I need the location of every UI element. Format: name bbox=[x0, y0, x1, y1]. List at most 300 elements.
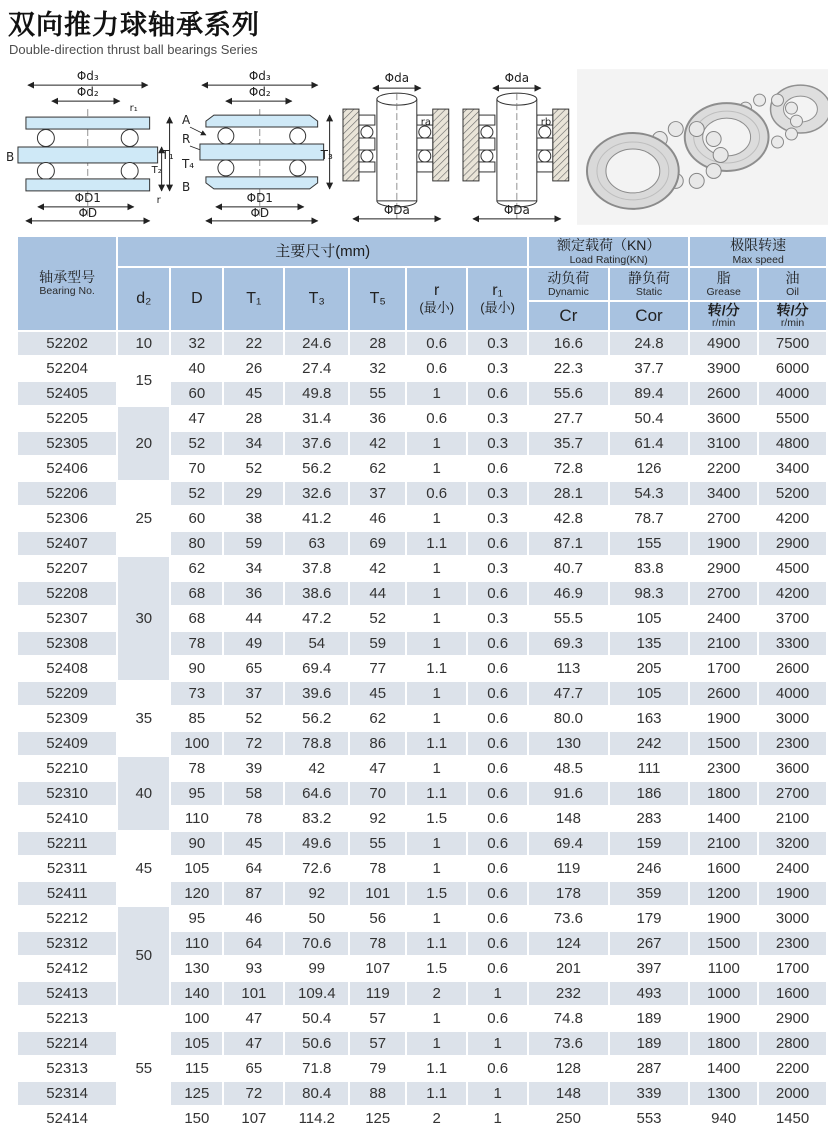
d2-group-cell: 25 bbox=[118, 482, 169, 555]
col-header-oil-rpm: 转/分 r/min bbox=[759, 302, 826, 330]
value-cell: 42 bbox=[285, 757, 348, 780]
value-cell: 119 bbox=[529, 857, 608, 880]
value-cell: 1700 bbox=[759, 957, 826, 980]
value-cell: 110 bbox=[171, 807, 222, 830]
value-cell: 35.7 bbox=[529, 432, 608, 455]
value-cell: 72 bbox=[224, 1082, 283, 1105]
value-cell: 150 bbox=[171, 1107, 222, 1130]
dim-label: ΦDa bbox=[384, 202, 411, 217]
value-cell: 2600 bbox=[690, 382, 757, 405]
value-cell: 22 bbox=[224, 332, 283, 355]
value-cell: 111 bbox=[610, 757, 689, 780]
value-cell: 5500 bbox=[759, 407, 826, 430]
value-cell: 2100 bbox=[759, 807, 826, 830]
value-cell: 246 bbox=[610, 857, 689, 880]
value-cell: 1.5 bbox=[407, 882, 466, 905]
value-cell: 105 bbox=[610, 607, 689, 630]
value-cell: 78 bbox=[171, 757, 222, 780]
value-cell: 55 bbox=[350, 382, 405, 405]
value-cell: 1200 bbox=[690, 882, 757, 905]
bearing-no-cell: 52314 bbox=[18, 1082, 116, 1105]
value-cell: 2700 bbox=[759, 782, 826, 805]
value-cell: 55.5 bbox=[529, 607, 608, 630]
value-cell: 63 bbox=[285, 532, 348, 555]
bearing-no-cell: 52312 bbox=[18, 932, 116, 955]
value-cell: 120 bbox=[171, 882, 222, 905]
value-cell: 27.4 bbox=[285, 357, 348, 380]
value-cell: 3400 bbox=[759, 457, 826, 480]
value-cell: 68 bbox=[171, 607, 222, 630]
value-cell: 2 bbox=[407, 1107, 466, 1130]
bearing-no-cell: 52409 bbox=[18, 732, 116, 755]
col-header-cor: Cor bbox=[610, 302, 689, 330]
value-cell: 57 bbox=[350, 1007, 405, 1030]
value-cell: 3200 bbox=[759, 832, 826, 855]
value-cell: 201 bbox=[529, 957, 608, 980]
value-cell: 105 bbox=[171, 1032, 222, 1055]
value-cell: 46.9 bbox=[529, 582, 608, 605]
bearing-no-cell: 52308 bbox=[18, 632, 116, 655]
col-header-bearing-zh: 轴承型号 bbox=[39, 268, 96, 285]
value-cell: 90 bbox=[171, 832, 222, 855]
value-cell: 68 bbox=[171, 582, 222, 605]
dim-label: rb bbox=[540, 117, 552, 129]
value-cell: 101 bbox=[224, 982, 283, 1005]
value-cell: 65 bbox=[224, 1057, 283, 1080]
value-cell: 4800 bbox=[759, 432, 826, 455]
col-header-T5: T₅ bbox=[350, 268, 405, 330]
value-cell: 232 bbox=[529, 982, 608, 1005]
bearing-no-cell: 52307 bbox=[18, 607, 116, 630]
value-cell: 37.6 bbox=[285, 432, 348, 455]
value-cell: 78 bbox=[350, 857, 405, 880]
value-cell: 1 bbox=[468, 1107, 527, 1130]
bearing-no-cell: 52406 bbox=[18, 457, 116, 480]
value-cell: 28.1 bbox=[529, 482, 608, 505]
value-cell: 130 bbox=[171, 957, 222, 980]
value-cell: 72.8 bbox=[529, 457, 608, 480]
dim-label: B bbox=[181, 179, 190, 194]
value-cell: 92 bbox=[285, 882, 348, 905]
value-cell: 22.3 bbox=[529, 357, 608, 380]
value-cell: 0.3 bbox=[468, 482, 527, 505]
value-cell: 47 bbox=[171, 407, 222, 430]
value-cell: 49.6 bbox=[285, 832, 348, 855]
value-cell: 205 bbox=[610, 657, 689, 680]
value-cell: 80.0 bbox=[529, 707, 608, 730]
table-row bbox=[18, 757, 826, 780]
value-cell: 16.6 bbox=[529, 332, 608, 355]
dim-label: R bbox=[181, 132, 190, 147]
value-cell: 126 bbox=[610, 457, 689, 480]
dim-label: Φda bbox=[504, 71, 529, 86]
value-cell: 69.3 bbox=[529, 632, 608, 655]
value-cell: 50.6 bbox=[285, 1032, 348, 1055]
table-row bbox=[18, 907, 826, 930]
value-cell: 38 bbox=[224, 507, 283, 530]
value-cell: 92 bbox=[350, 807, 405, 830]
value-cell: 4000 bbox=[759, 682, 826, 705]
value-cell: 1100 bbox=[690, 957, 757, 980]
value-cell: 31.4 bbox=[285, 407, 348, 430]
value-cell: 0.6 bbox=[468, 882, 527, 905]
value-cell: 105 bbox=[610, 682, 689, 705]
value-cell: 0.6 bbox=[468, 957, 527, 980]
value-cell: 1 bbox=[407, 857, 466, 880]
value-cell: 3600 bbox=[759, 757, 826, 780]
value-cell: 45 bbox=[224, 382, 283, 405]
value-cell: 3400 bbox=[690, 482, 757, 505]
d2-group-cell: 40 bbox=[118, 757, 169, 830]
bearing-no-cell: 52208 bbox=[18, 582, 116, 605]
value-cell: 0.6 bbox=[468, 657, 527, 680]
value-cell: 1900 bbox=[690, 907, 757, 930]
value-cell: 0.6 bbox=[468, 857, 527, 880]
value-cell: 2100 bbox=[690, 832, 757, 855]
value-cell: 3100 bbox=[690, 432, 757, 455]
value-cell: 1500 bbox=[690, 732, 757, 755]
value-cell: 1600 bbox=[690, 857, 757, 880]
value-cell: 72.6 bbox=[285, 857, 348, 880]
value-cell: 50.4 bbox=[610, 407, 689, 430]
value-cell: 2000 bbox=[759, 1082, 826, 1105]
value-cell: 78.8 bbox=[285, 732, 348, 755]
value-cell: 283 bbox=[610, 807, 689, 830]
value-cell: 1 bbox=[407, 457, 466, 480]
table-row bbox=[18, 332, 826, 355]
value-cell: 0.3 bbox=[468, 432, 527, 455]
value-cell: 37.8 bbox=[285, 557, 348, 580]
value-cell: 1 bbox=[468, 1082, 527, 1105]
value-cell: 1300 bbox=[690, 1082, 757, 1105]
value-cell: 0.6 bbox=[468, 457, 527, 480]
bearing-no-cell: 52209 bbox=[18, 682, 116, 705]
value-cell: 79 bbox=[350, 1057, 405, 1080]
value-cell: 44 bbox=[350, 582, 405, 605]
value-cell: 1 bbox=[468, 1032, 527, 1055]
value-cell: 2700 bbox=[690, 582, 757, 605]
value-cell: 113 bbox=[529, 657, 608, 680]
value-cell: 1900 bbox=[690, 1007, 757, 1030]
value-cell: 2600 bbox=[690, 682, 757, 705]
value-cell: 1700 bbox=[690, 657, 757, 680]
dim-label: r bbox=[156, 194, 161, 206]
bearing-no-cell: 52204 bbox=[18, 357, 116, 380]
value-cell: 1 bbox=[407, 707, 466, 730]
value-cell: 2 bbox=[407, 982, 466, 1005]
value-cell: 47.7 bbox=[529, 682, 608, 705]
value-cell: 61.4 bbox=[610, 432, 689, 455]
dim-label: ΦDa bbox=[503, 202, 530, 217]
value-cell: 4900 bbox=[690, 332, 757, 355]
value-cell: 1 bbox=[407, 557, 466, 580]
table-row bbox=[18, 482, 826, 505]
value-cell: 47.2 bbox=[285, 607, 348, 630]
value-cell: 1.1 bbox=[407, 1057, 466, 1080]
value-cell: 64 bbox=[224, 857, 283, 880]
bearing-no-cell: 52414 bbox=[18, 1107, 116, 1130]
value-cell: 95 bbox=[171, 907, 222, 930]
value-cell: 130 bbox=[529, 732, 608, 755]
group-header-load-rating: 额定载荷（KN） Load Rating(KN) bbox=[529, 237, 688, 266]
value-cell: 0.6 bbox=[468, 1007, 527, 1030]
value-cell: 2200 bbox=[759, 1057, 826, 1080]
group-header-dimensions: 主要尺寸(mm) bbox=[118, 237, 527, 266]
value-cell: 0.6 bbox=[468, 707, 527, 730]
bearing-no-cell: 52202 bbox=[18, 332, 116, 355]
value-cell: 37 bbox=[224, 682, 283, 705]
value-cell: 26 bbox=[224, 357, 283, 380]
value-cell: 36 bbox=[350, 407, 405, 430]
value-cell: 100 bbox=[171, 1007, 222, 1030]
value-cell: 1800 bbox=[690, 1032, 757, 1055]
value-cell: 39.6 bbox=[285, 682, 348, 705]
value-cell: 62 bbox=[171, 557, 222, 580]
value-cell: 3900 bbox=[690, 357, 757, 380]
bearing-no-cell: 52405 bbox=[18, 382, 116, 405]
bearing-no-cell: 52210 bbox=[18, 757, 116, 780]
col-header-cr: Cr bbox=[529, 302, 608, 330]
value-cell: 89.4 bbox=[610, 382, 689, 405]
dim-label: ΦD1 bbox=[246, 190, 273, 205]
table-body bbox=[18, 332, 826, 1130]
value-cell: 2800 bbox=[759, 1032, 826, 1055]
value-cell: 70 bbox=[171, 457, 222, 480]
bearing-no-cell: 52411 bbox=[18, 882, 116, 905]
page-subtitle: Double-direction thrust ball bearings Series bbox=[9, 42, 258, 58]
value-cell: 242 bbox=[610, 732, 689, 755]
value-cell: 52 bbox=[171, 432, 222, 455]
dim-label: ΦD1 bbox=[74, 190, 101, 205]
value-cell: 47 bbox=[350, 757, 405, 780]
value-cell: 0.3 bbox=[468, 407, 527, 430]
value-cell: 1 bbox=[407, 432, 466, 455]
value-cell: 1000 bbox=[690, 982, 757, 1005]
col-header-bearing-no bbox=[18, 237, 116, 330]
value-cell: 46 bbox=[224, 907, 283, 930]
value-cell: 73.6 bbox=[529, 907, 608, 930]
value-cell: 1.1 bbox=[407, 932, 466, 955]
dim-label: T₃ bbox=[320, 148, 333, 163]
value-cell: 250 bbox=[529, 1107, 608, 1130]
d2-group-cell: 30 bbox=[118, 557, 169, 680]
value-cell: 125 bbox=[171, 1082, 222, 1105]
bearing-no-cell: 52211 bbox=[18, 832, 116, 855]
value-cell: 27.7 bbox=[529, 407, 608, 430]
value-cell: 69 bbox=[350, 532, 405, 555]
value-cell: 57 bbox=[350, 1032, 405, 1055]
value-cell: 41.2 bbox=[285, 507, 348, 530]
value-cell: 65 bbox=[224, 657, 283, 680]
value-cell: 1 bbox=[407, 507, 466, 530]
bearing-no-cell: 52310 bbox=[18, 782, 116, 805]
value-cell: 3000 bbox=[759, 707, 826, 730]
bearing-no-cell: 52311 bbox=[18, 857, 116, 880]
value-cell: 95 bbox=[171, 782, 222, 805]
value-cell: 72 bbox=[224, 732, 283, 755]
value-cell: 24.8 bbox=[610, 332, 689, 355]
value-cell: 0.6 bbox=[468, 732, 527, 755]
d2-group-cell: 45 bbox=[118, 832, 169, 905]
value-cell: 1 bbox=[407, 682, 466, 705]
value-cell: 115 bbox=[171, 1057, 222, 1080]
value-cell: 0.6 bbox=[468, 757, 527, 780]
d2-group-cell: 50 bbox=[118, 907, 169, 1005]
value-cell: 40.7 bbox=[529, 557, 608, 580]
value-cell: 1 bbox=[407, 1007, 466, 1030]
value-cell: 85 bbox=[171, 707, 222, 730]
bearing-no-cell: 52410 bbox=[18, 807, 116, 830]
dim-label: ra bbox=[420, 117, 432, 129]
value-cell: 36 bbox=[224, 582, 283, 605]
value-cell: 4200 bbox=[759, 582, 826, 605]
bearing-no-cell: 52412 bbox=[18, 957, 116, 980]
value-cell: 52 bbox=[224, 457, 283, 480]
dim-label: Φd₂ bbox=[76, 85, 99, 100]
value-cell: 78 bbox=[224, 807, 283, 830]
value-cell: 32.6 bbox=[285, 482, 348, 505]
value-cell: 62 bbox=[350, 457, 405, 480]
value-cell: 3600 bbox=[690, 407, 757, 430]
value-cell: 159 bbox=[610, 832, 689, 855]
value-cell: 46 bbox=[350, 507, 405, 530]
value-cell: 56.2 bbox=[285, 707, 348, 730]
value-cell: 128 bbox=[529, 1057, 608, 1080]
value-cell: 70 bbox=[350, 782, 405, 805]
value-cell: 3700 bbox=[759, 607, 826, 630]
bearing-no-cell: 52207 bbox=[18, 557, 116, 580]
value-cell: 37 bbox=[350, 482, 405, 505]
value-cell: 44 bbox=[224, 607, 283, 630]
value-cell: 267 bbox=[610, 932, 689, 955]
col-header-r1: r₁ (最小) bbox=[468, 268, 527, 330]
value-cell: 32 bbox=[350, 357, 405, 380]
value-cell: 119 bbox=[350, 982, 405, 1005]
value-cell: 45 bbox=[350, 682, 405, 705]
value-cell: 50 bbox=[285, 907, 348, 930]
value-cell: 52 bbox=[350, 607, 405, 630]
bearing-section-diagram-1 bbox=[2, 69, 174, 225]
col-header-dynamic: 动负荷 Dynamic bbox=[529, 268, 608, 300]
value-cell: 1.1 bbox=[407, 732, 466, 755]
d2-group-cell: 35 bbox=[118, 682, 169, 755]
value-cell: 60 bbox=[171, 382, 222, 405]
value-cell: 78 bbox=[171, 632, 222, 655]
value-cell: 1 bbox=[407, 607, 466, 630]
value-cell: 88 bbox=[350, 1082, 405, 1105]
value-cell: 0.3 bbox=[468, 357, 527, 380]
value-cell: 0.6 bbox=[468, 807, 527, 830]
col-header-static: 静负荷 Static bbox=[610, 268, 689, 300]
value-cell: 148 bbox=[529, 1082, 608, 1105]
value-cell: 1500 bbox=[690, 932, 757, 955]
value-cell: 58 bbox=[224, 782, 283, 805]
value-cell: 0.6 bbox=[468, 582, 527, 605]
value-cell: 189 bbox=[610, 1007, 689, 1030]
dim-label: T₄ bbox=[181, 156, 194, 171]
dim-label: Φd₃ bbox=[248, 69, 271, 84]
value-cell: 1800 bbox=[690, 782, 757, 805]
value-cell: 148 bbox=[529, 807, 608, 830]
d2-group-cell: 10 bbox=[118, 332, 169, 355]
value-cell: 52 bbox=[224, 707, 283, 730]
dim-label: A bbox=[181, 113, 190, 128]
value-cell: 1 bbox=[407, 907, 466, 930]
dim-label: Φda bbox=[384, 71, 410, 86]
value-cell: 45 bbox=[224, 832, 283, 855]
value-cell: 0.6 bbox=[407, 332, 466, 355]
value-cell: 34 bbox=[224, 557, 283, 580]
value-cell: 0.6 bbox=[468, 932, 527, 955]
value-cell: 1 bbox=[407, 832, 466, 855]
value-cell: 189 bbox=[610, 1032, 689, 1055]
dim-label: r₁ bbox=[129, 103, 138, 115]
col-header-grease-rpm: 转/分 r/min bbox=[690, 302, 757, 330]
value-cell: 2700 bbox=[690, 507, 757, 530]
bearing-no-cell: 52212 bbox=[18, 907, 116, 930]
bearing-no-cell: 52214 bbox=[18, 1032, 116, 1055]
value-cell: 125 bbox=[350, 1107, 405, 1130]
value-cell: 1600 bbox=[759, 982, 826, 1005]
figure-strip bbox=[2, 69, 828, 227]
value-cell: 1450 bbox=[759, 1107, 826, 1130]
value-cell: 2300 bbox=[759, 932, 826, 955]
value-cell: 179 bbox=[610, 907, 689, 930]
value-cell: 100 bbox=[171, 732, 222, 755]
value-cell: 1.5 bbox=[407, 807, 466, 830]
value-cell: 99 bbox=[285, 957, 348, 980]
dim-label: ΦD bbox=[250, 205, 269, 220]
bearing-no-cell: 52206 bbox=[18, 482, 116, 505]
value-cell: 178 bbox=[529, 882, 608, 905]
value-cell: 87 bbox=[224, 882, 283, 905]
value-cell: 163 bbox=[610, 707, 689, 730]
value-cell: 140 bbox=[171, 982, 222, 1005]
bearing-no-cell: 52205 bbox=[18, 407, 116, 430]
value-cell: 2200 bbox=[690, 457, 757, 480]
value-cell: 359 bbox=[610, 882, 689, 905]
value-cell: 56.2 bbox=[285, 457, 348, 480]
page-header bbox=[0, 10, 830, 57]
col-header-D: D bbox=[171, 268, 222, 330]
value-cell: 60 bbox=[171, 507, 222, 530]
value-cell: 1 bbox=[407, 632, 466, 655]
bearing-no-cell: 52309 bbox=[18, 707, 116, 730]
value-cell: 56 bbox=[350, 907, 405, 930]
value-cell: 49 bbox=[224, 632, 283, 655]
table-row bbox=[18, 557, 826, 580]
value-cell: 1400 bbox=[690, 1057, 757, 1080]
bearing-no-cell: 52313 bbox=[18, 1057, 116, 1080]
value-cell: 39 bbox=[224, 757, 283, 780]
value-cell: 114.2 bbox=[285, 1107, 348, 1130]
value-cell: 2900 bbox=[690, 557, 757, 580]
value-cell: 48.5 bbox=[529, 757, 608, 780]
value-cell: 287 bbox=[610, 1057, 689, 1080]
bearing-no-cell: 52408 bbox=[18, 657, 116, 680]
value-cell: 55.6 bbox=[529, 382, 608, 405]
value-cell: 0.6 bbox=[468, 782, 527, 805]
mounting-diagram-2 bbox=[457, 69, 575, 225]
value-cell: 4200 bbox=[759, 507, 826, 530]
dim-label: T₂ bbox=[151, 164, 162, 176]
d2-group-cell: 55 bbox=[118, 1007, 169, 1130]
value-cell: 54.3 bbox=[610, 482, 689, 505]
value-cell: 69.4 bbox=[529, 832, 608, 855]
value-cell: 42 bbox=[350, 557, 405, 580]
value-cell: 1900 bbox=[690, 707, 757, 730]
value-cell: 29 bbox=[224, 482, 283, 505]
